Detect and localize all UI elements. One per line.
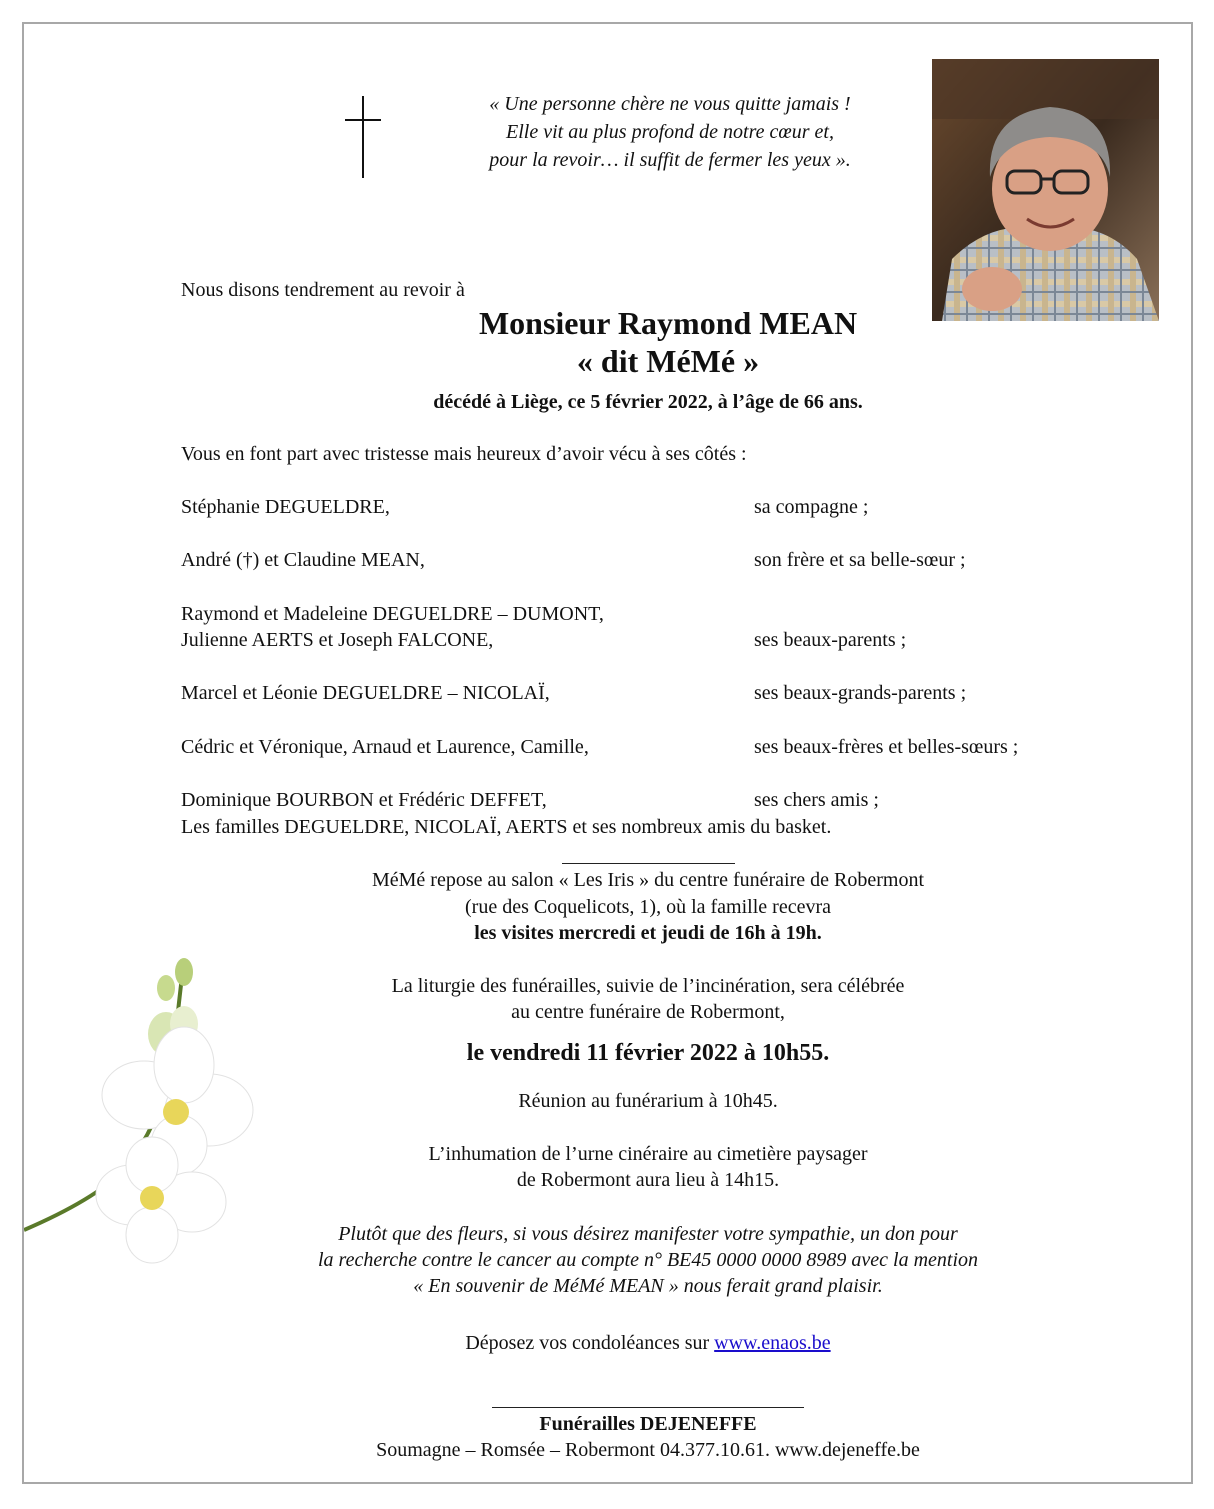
family-relation: sa compagne ; [754, 496, 869, 518]
orchid-icon [24, 940, 304, 1300]
donation-line: Plutôt que des fleurs, si vous désirez manifester votre sympathie, un don pour [338, 1223, 958, 1245]
family-names: Stéphanie DEGUELDRE, [181, 496, 390, 518]
intro-text: Nous disons tendrement au revoir à [181, 279, 465, 301]
funeral-company: Funérailles DEJENEFFE [539, 1413, 757, 1435]
family-relation: son frère et sa belle-sœur ; [754, 549, 966, 571]
family-names: Raymond et Madeleine DEGUELDRE – DUMONT, [181, 603, 604, 625]
portrait-illustration [932, 59, 1159, 321]
family-relation: ses beaux-parents ; [754, 629, 907, 651]
quote-line: « Une personne chère ne vous quitte jamais ! [489, 93, 851, 115]
divider [562, 863, 735, 864]
quote-line: pour la revoir… il suffit de fermer les yeux ». [489, 149, 851, 171]
family-names: Cédric et Véronique, Arnaud et Laurence, Camille, [181, 736, 589, 758]
portrait-photo [932, 59, 1159, 321]
family-relation: ses beaux-grands-parents ; [754, 682, 967, 704]
family-names: Julienne AERTS et Joseph FALCONE, [181, 629, 494, 651]
announcement-text: Vous en font part avec tristesse mais heureux d’avoir vécu à ses côtés : [181, 443, 747, 465]
cross-icon [345, 96, 381, 178]
orchid-flower-lower [96, 1137, 226, 1263]
deceased-name: Monsieur Raymond MEAN [478, 305, 858, 341]
family-names: André (†) et Claudine MEAN, [181, 549, 425, 571]
burial-line: de Robermont aura lieu à 14h15. [516, 1169, 780, 1191]
families-line: Les familles DEGUELDRE, NICOLAÏ, AERTS et ses nombreux amis du basket. [181, 816, 832, 838]
ceremony-line: La liturgie des funérailles, suivie de l’incinération, sera célébrée [391, 975, 905, 997]
donation-line: « En souvenir de MéMé MEAN » nous ferait grand plaisir. [413, 1275, 883, 1297]
family-relation: ses beaux-frères et belles-sœurs ; [754, 736, 1019, 758]
quote-line: Elle vit au plus profond de notre cœur et, [506, 121, 834, 143]
condolences-line [250, 1330, 1046, 1356]
meeting-time: Réunion au funérarium à 10h45. [518, 1090, 778, 1112]
memorial-quote [380, 90, 960, 174]
visitation-hours: les visites mercredi et jeudi de 16h à 19h. [474, 922, 822, 944]
ceremony-line: au centre funéraire de Robermont, [511, 1001, 785, 1023]
condolences-link[interactable]: www.enaos.be [714, 1332, 831, 1354]
ceremony-date: le vendredi 11 février 2022 à 10h55. [466, 1040, 830, 1066]
condolences-text: Déposez vos condoléances sur [465, 1332, 715, 1354]
visitation-line: (rue des Coquelicots, 1), où la famille recevra [465, 896, 831, 918]
deceased-nickname: « dit MéMé » [576, 343, 760, 379]
footer-divider [492, 1407, 804, 1408]
donation-line: la recherche contre le cancer au compte n° BE45 0000 0000 8989 avec la mention [317, 1249, 979, 1271]
burial-line: L’inhumation de l’urne cinéraire au cimetière paysager [428, 1143, 868, 1165]
visitation-line: MéMé repose au salon « Les Iris » du centre funéraire de Robermont [371, 869, 925, 891]
family-names: Marcel et Léonie DEGUELDRE – NICOLAÏ, [181, 682, 550, 704]
orchid-flower-upper [102, 1027, 253, 1175]
family-relation: ses chers amis ; [754, 789, 879, 811]
family-names: Dominique BOURBON et Frédéric DEFFET, [181, 789, 547, 811]
funeral-contact: Soumagne – Romsée – Robermont 04.377.10.61. www.dejeneffe.be [376, 1439, 920, 1461]
death-details: décédé à Liège, ce 5 février 2022, à l’âge de 66 ans. [433, 391, 863, 413]
